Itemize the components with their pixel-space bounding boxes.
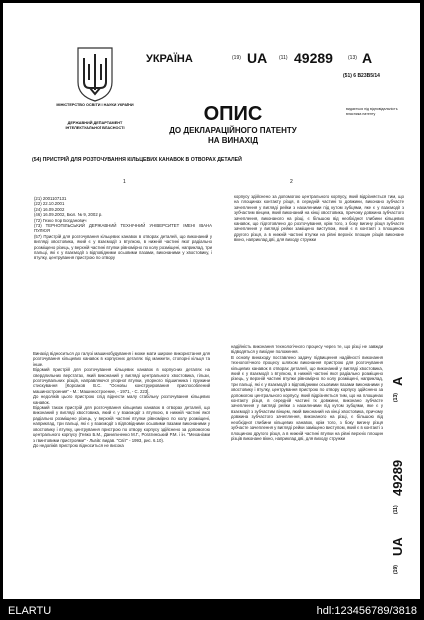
description-left-column: Винахід відноситься до галузі машинобудування і може мати широке використання для розточування кільцевих канавок в корпусних деталях під манжети, стопорні кільця та інше. Відомий пристрій для розточування кільцевих канавок в корпусних деталях на свердлильних верстатах, який виконаний у вигляді центрального хвостовика, гільзи, розточувальних різців, направляючої упорної втулки, упорного підшипника і пружини стискування [Корсаков В.С. "Основы конструирования приспособлений машиностроения" - М.: Машиностроение, - 1971, - С. 223]. До недоліків цього пристрою слід віднести малу стабільну розточування кільцевих канавок. Відомий також пристрій для розточування кільцевих канавок в отворах деталей, що виконаний у вигляді хвостовика, який є у взаємодії з втулкою, в нижній частині якої радіально розміщено різець, у верхній частині втулки рівномірно по колу розміщені, наприклад, три пальці, які є у взаємодії з відповідними осьовими пазами виконаними у хвостовику і втулку, центрування пристрою по отвору корпусу здійснено за допомогою центрального корпусу (Гевко Б.М., Данильченко М.Г., Рогатинський Р.М. і ін. "Механізми з гвинтовими пристроями" - Львів: видав. "Світ" - 1993, рис. 6.10). До недоліків пристрою відноситься не висока (33, 351, 210, 448)
vertical-code-13: (13) (393, 393, 399, 402)
vertical-code-19: (19) (393, 565, 399, 574)
bibliographic-data (34, 196, 212, 261)
biblio-grant-date: (24) 16.09.2002 (34, 206, 65, 212)
column-number-1: 1 (123, 179, 126, 185)
patent-number: 49289 (294, 50, 333, 66)
patent-page (3, 3, 420, 599)
vertical-country-code: UA (390, 537, 405, 556)
ipc-class: (51) 6 B23B5/14 (343, 73, 380, 79)
biblio-application-number: (21) 2001107131 (34, 196, 67, 201)
country-code: UA (247, 50, 268, 66)
vertical-patent-number: 49289 (390, 459, 405, 496)
footer-handle: hdl:123456789/3818 (316, 605, 417, 617)
biblio-claim: (57) Пристрій для розточування кільцевих канавок в отворах деталей, що виконаний у вигляді хвостовика, який є у взаємодії з втулкою, в нижній частині якої радіально розміщено різець, у верхній частині втулки рівномірно по колу розміщені, наприклад, три пальці, які є у взаємодії з відповідними осьовими пазами, виконаними у хвостовику, і втулку, центрування пристрою по отвору (34, 233, 212, 261)
document-subtitle-2: НА ВИНАХІД (207, 136, 259, 145)
country-name: УКРАЇНА (146, 53, 193, 65)
biblio-publication: (46) 16.09.2002, Бюл. № 9, 2002 р. (34, 212, 103, 218)
column-number-2: 2 (290, 179, 293, 185)
code-19: (19) (232, 55, 241, 61)
footer-source: ELARTU (8, 605, 52, 617)
biblio-inventor: (72) Гезко Ігор Богданович (34, 217, 87, 223)
vertical-patent-code (389, 346, 419, 576)
code-13: (13) (348, 55, 357, 61)
biblio-filing-date: (22) 22.10.2001 (34, 201, 65, 207)
code-11: (11) (279, 55, 288, 61)
issued-note: видається під відповідальність власника патенту (346, 107, 398, 116)
department-label: ДЕРЖАВНИЙ ДЕПАРТАМЕНТ ІНТЕЛЕКТУАЛЬНОЇ ВЛАСНОСТІ (65, 121, 125, 130)
document-title: ОПИС (203, 103, 263, 125)
vertical-kind-code: A (390, 376, 405, 386)
trident-emblem-icon (76, 46, 114, 102)
description-right-column: надійність виконання технологічного процесу через те, що різці не завжди відводяться у вихідне положення. В основу винаходу поставлено задачу підвищення надійності виконання технологічного процесу шляхом виконання пристрою для розточування кільцевих канавок в отворах деталей, що виконаний у вигляді хвостовика, який є у взаємодії з втулкою, в нижній частині якої радіально розміщено різець, у верхній частині втулки рівномірно по колу розміщені, наприклад, три пальці, які є у взаємодії з відповідними осьовими пазами виконаними у хвостовику і втулку, центрування пристрою по отвору корпусу здійснено за допомогою центрального корпусу, який відрізняється тим, що на площинах контакту різця, в середній частині їх довжини, виконано зубчасте зачеплення у вигляді рейки з нахиленими під кутом зубцями, яке є у взаємодії з зубчастим вінцем, який виконаний на кінці хвостовика, причому довжина зубчастого зачеплення, виконаного на різці, є більшою від необхідної глибини кільцевих канавок, крім того, з боку вигину різця зубчасте зачеплення у вигляді рейки заміщено виступом, який є в контакті з площиною другого різця, а в нижній частині втулки на рівні верхніх площин різців виконане вікно, наприклад дві, для виходу стружки (231, 344, 383, 441)
invention-title: (54) ПРИСТРІЙ ДЛЯ РОЗТОЧУВАННЯ КІЛЬЦЕВИХ КАНАВОК В ОТВОРАХ ДЕТАЛЕЙ (32, 157, 242, 163)
document-subtitle-1: ДО ДЕКЛАРАЦІЙНОГО ПАТЕНТУ (169, 126, 297, 135)
claim-continuation: корпусу здійснено за допомогою центрального корпусу, який відрізняється тим, що на площинах контакту різця, в середній частині їх довжини, виконано зубчасте зачеплення у вигляді рейки з нахиленими під кутом зубцями, яке є у взаємодії з зубчастим вінцем, який виконаний на кінці хвостовика, причому довжина зубчастого зачеплення, виконаного на різці, є більшою від необхідної глибини кільцевих канавок, що підготовлено до розточування, крім того, з боку вигину різця зубчасте зачеплення у вигляді рейки заміщено виступом, який є в контакті з площиною другого різця, а в нижній частині втулки на рівні верхніх площин різців виконане вікно, наприклад дві, для виходу стружки (234, 194, 404, 243)
vertical-code-11: (11) (393, 505, 399, 514)
ministry-label: МІНІСТЕРСТВО ОСВІТИ І НАУКИ УКРАЇНИ (56, 103, 134, 107)
footer-bar (0, 602, 424, 620)
biblio-owner: (73) ТЕРНОПІЛЬСЬКИЙ ДЕРЖАВНИЙ ТЕХНІЧНИЙ УНІВЕРСИТЕТ ІМЕНІ ІВАНА ПУЛЮЯ (34, 223, 212, 234)
kind-code: A (362, 50, 373, 66)
